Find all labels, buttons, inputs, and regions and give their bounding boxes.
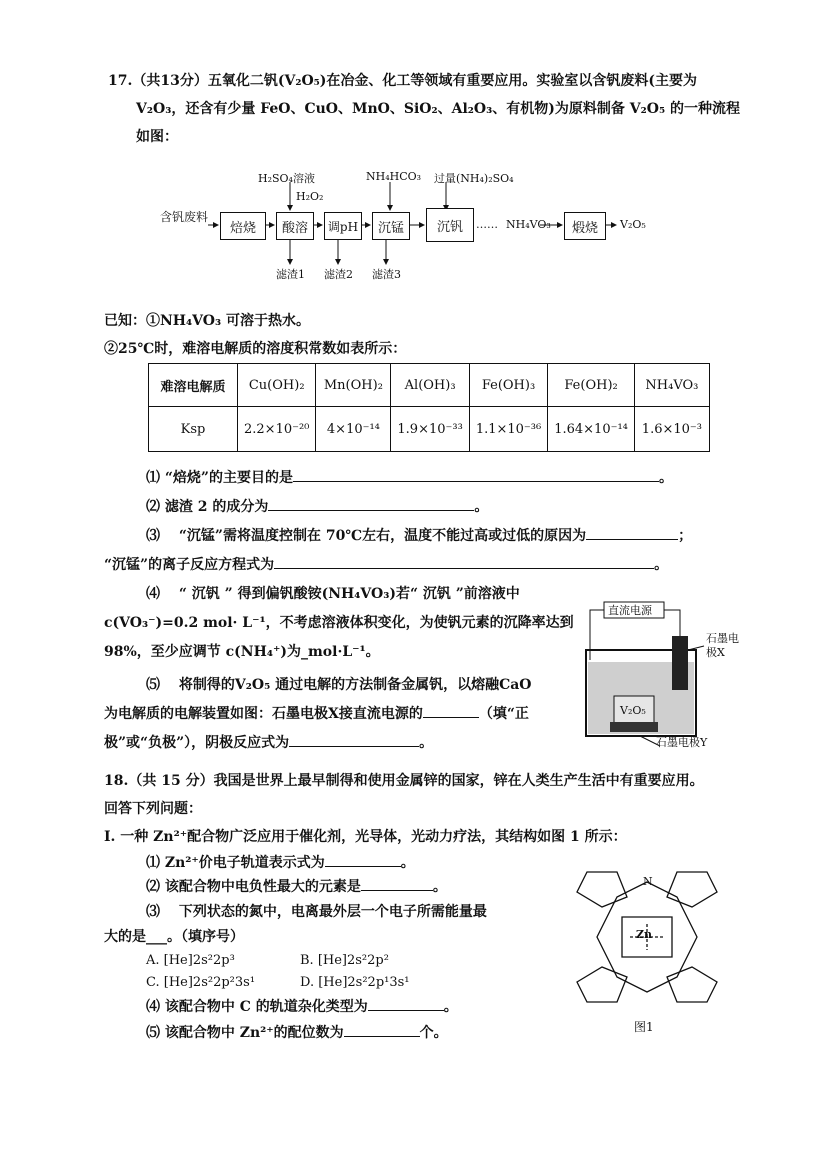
reagent-nh42so4: 过量(NH₄)₂SO₄ (434, 172, 514, 185)
residue-1: 滤渣1 (276, 268, 305, 281)
q18-p5-tail: 个。 (419, 1025, 448, 1041)
q18-p1-text: ⑴ Zn²⁺价电子轨道表示式为 (146, 855, 325, 871)
apparatus-electrode-x: 石墨电极X (706, 632, 739, 659)
q17-p2-text: ⑵ 滤渣 2 的成分为 (146, 499, 269, 515)
apparatus-source: 直流电源 (608, 604, 652, 617)
q17-p5c-text: 极”或“负极”），阴极反应式为 (104, 735, 290, 751)
table-cell: 难溶电解质 (149, 364, 238, 407)
known-2: ②25℃时，难溶电解质的溶度积常数如表所示： (104, 341, 407, 357)
q17-p1: ⑴ “焙烧”的主要目的是 。 (146, 467, 673, 489)
flow-box-roast: 焙烧 (220, 212, 266, 240)
electrolysis-drawing (580, 600, 740, 750)
table-cell: 4×10⁻¹⁴ (316, 407, 391, 452)
residue-2: 滤渣2 (324, 268, 353, 281)
flow-box-v: 沉钒 (426, 208, 474, 242)
q17-line2: V₂O₃，还含有少量 FeO、CuO、MnO、SiO₂、Al₂O₃、有机物)为原料制备 V₂O₅ 的一种流程 (136, 101, 740, 117)
answer-blank[interactable] (423, 703, 479, 718)
q17-p2: ⑵ 滤渣 2 的成分为 。 (146, 496, 488, 518)
q17-p5c: 极”或“负极”），阴极反应式为 。 (104, 732, 433, 754)
q17-p5b-text: 为电解质的电解装置如图：石墨电极X接直流电源的 (104, 706, 423, 722)
flow-box-ph: 调pH (324, 212, 362, 240)
atom-n: N (643, 875, 653, 888)
flow-box-acid: 酸溶 (276, 212, 314, 240)
reagent-nh4hco3: NH₄HCO₃ (366, 170, 422, 183)
q17-p4b: c(VO₃⁻)=0.2 mol· L⁻¹，不考虑溶液体积变化，为使钒元素的沉降率达到 (104, 615, 574, 631)
option-d: D. [He]2s²2p¹3s¹ (300, 975, 410, 990)
table-row (149, 407, 710, 452)
table-cell: Al(OH)₃ (391, 364, 469, 407)
q17-p3a: ⑶ “沉锰”需将温度控制在 70℃左右，温度不能过高或过低的原因为 ； (146, 525, 692, 547)
answer-blank[interactable] (274, 554, 654, 569)
q17-p3b: “沉锰”的离子反应方程式为 。 (104, 554, 668, 576)
answer-blank[interactable] (268, 496, 474, 511)
answer-blank[interactable] (586, 525, 678, 540)
residue-3: 滤渣3 (372, 268, 401, 281)
q18-line3: I. 一种 Zn²⁺配合物广泛应用于催化剂，光导体，光动力疗法，其结构如图 1 所示： (104, 829, 627, 845)
q18-p2-text: ⑵ 该配合物中电负性最大的元素是 (146, 879, 361, 895)
apparatus-electrode-y: 石墨电极Y (656, 736, 708, 749)
table-cell: 1.1×10⁻³⁶ (469, 407, 547, 452)
flow-box-mn: 沉锰 (372, 212, 410, 240)
option-a: A. [He]2s²2p³ (146, 953, 235, 968)
flow-end: V₂O₅ (620, 218, 646, 231)
q17-line3: 如图： (136, 129, 178, 145)
answer-blank[interactable] (289, 732, 419, 747)
flow-mid: NH₄VO₃ (506, 218, 551, 231)
q17-p1-text: ⑴ “焙烧”的主要目的是 (146, 470, 293, 486)
reagent-h2o2: H₂O₂ (296, 190, 324, 203)
atom-zn: Zn (636, 928, 653, 941)
ksp-table (148, 363, 710, 452)
table-cell: NH₄VO₃ (634, 364, 709, 407)
q17-p4a: ⑷ “ 沉钒 ” 得到偏钒酸铵(NH₄VO₃)若“ 沉钒 ”前溶液中 (146, 586, 520, 602)
q17-p5b-tail: （填“正 (478, 706, 529, 722)
process-flowchart (160, 168, 680, 288)
q18-p3b: 大的是___。（填序号） (104, 929, 244, 945)
table-cell: 1.9×10⁻³³ (391, 407, 469, 452)
answer-blank[interactable] (361, 876, 433, 891)
table-cell: Ksp (149, 407, 238, 452)
table-cell: 2.2×10⁻²⁰ (238, 407, 316, 452)
q18-p4-text: ⑷ 该配合物中 C 的轨道杂化类型为 (146, 999, 368, 1015)
q17-p3b-text: “沉锰”的离子反应方程式为 (104, 557, 275, 573)
q18-p2: ⑵ 该配合物中电负性最大的元素是 。 (146, 876, 447, 898)
apparatus-v2o5: V₂O₅ (620, 704, 646, 717)
option-b: B. [He]2s²2p² (300, 953, 389, 968)
reagent-h2so4: H₂SO₄溶液 (258, 172, 315, 185)
q18-p5-text: ⑸ 该配合物中 Zn²⁺的配位数为 (146, 1025, 344, 1041)
known-1: 已知：①NH₄VO₃ 可溶于热水。 (104, 313, 310, 329)
q18-p1: ⑴ Zn²⁺价电子轨道表示式为 。 (146, 852, 415, 874)
q18-p5 (146, 1022, 448, 1044)
table-cell: 1.64×10⁻¹⁴ (548, 407, 635, 452)
answer-blank[interactable] (344, 1022, 420, 1037)
q18-line2: 回答下列问题： (104, 801, 202, 817)
table-cell: Cu(OH)₂ (238, 364, 316, 407)
table-cell: Fe(OH)₃ (469, 364, 547, 407)
table-cell: 1.6×10⁻³ (634, 407, 709, 452)
answer-blank[interactable] (325, 852, 401, 867)
q17-line1: 17.（共13分）五氧化二钒(V₂O₅)在冶金、化工等领域有重要应用。实验室以含钒废料(主要为 (108, 73, 698, 89)
q17-p5a: ⑸ 将制得的V₂O₅ 通过电解的方法制备金属钒，以熔融CaO (146, 677, 532, 693)
answer-blank[interactable] (368, 996, 444, 1011)
q17-p4c: 98%，至少应调节 c(NH₄⁺)为_mol·L⁻¹。 (104, 644, 380, 660)
table-row (149, 364, 710, 407)
table-cell: Mn(OH)₂ (316, 364, 391, 407)
zn-complex-structure (572, 862, 722, 1012)
q18-line1: 18.（共 15 分）我国是世界上最早制得和使用金属锌的国家，锌在人类生产生活中有重要应用。 (104, 773, 704, 789)
option-c: C. [He]2s²2p²3s¹ (146, 975, 256, 990)
flow-box-calcine: 煅烧 (564, 212, 606, 240)
electrolysis-apparatus (580, 600, 740, 750)
table-cell: Fe(OH)₂ (548, 364, 635, 407)
q18-p4: ⑷ 该配合物中 C 的轨道杂化类型为 。 (146, 996, 458, 1018)
flow-dots: …… (476, 218, 498, 231)
figure-caption: 图1 (634, 1020, 654, 1034)
q17-p3a-text: ⑶ “沉锰”需将温度控制在 70℃左右，温度不能过高或过低的原因为 (146, 528, 587, 544)
flow-start: 含钒废料 (160, 210, 209, 224)
q17-p5b (104, 703, 529, 725)
q18-p3a: ⑶ 下列状态的氮中，电离最外层一个电子所需能量最 (146, 904, 487, 920)
answer-blank[interactable] (293, 467, 659, 482)
